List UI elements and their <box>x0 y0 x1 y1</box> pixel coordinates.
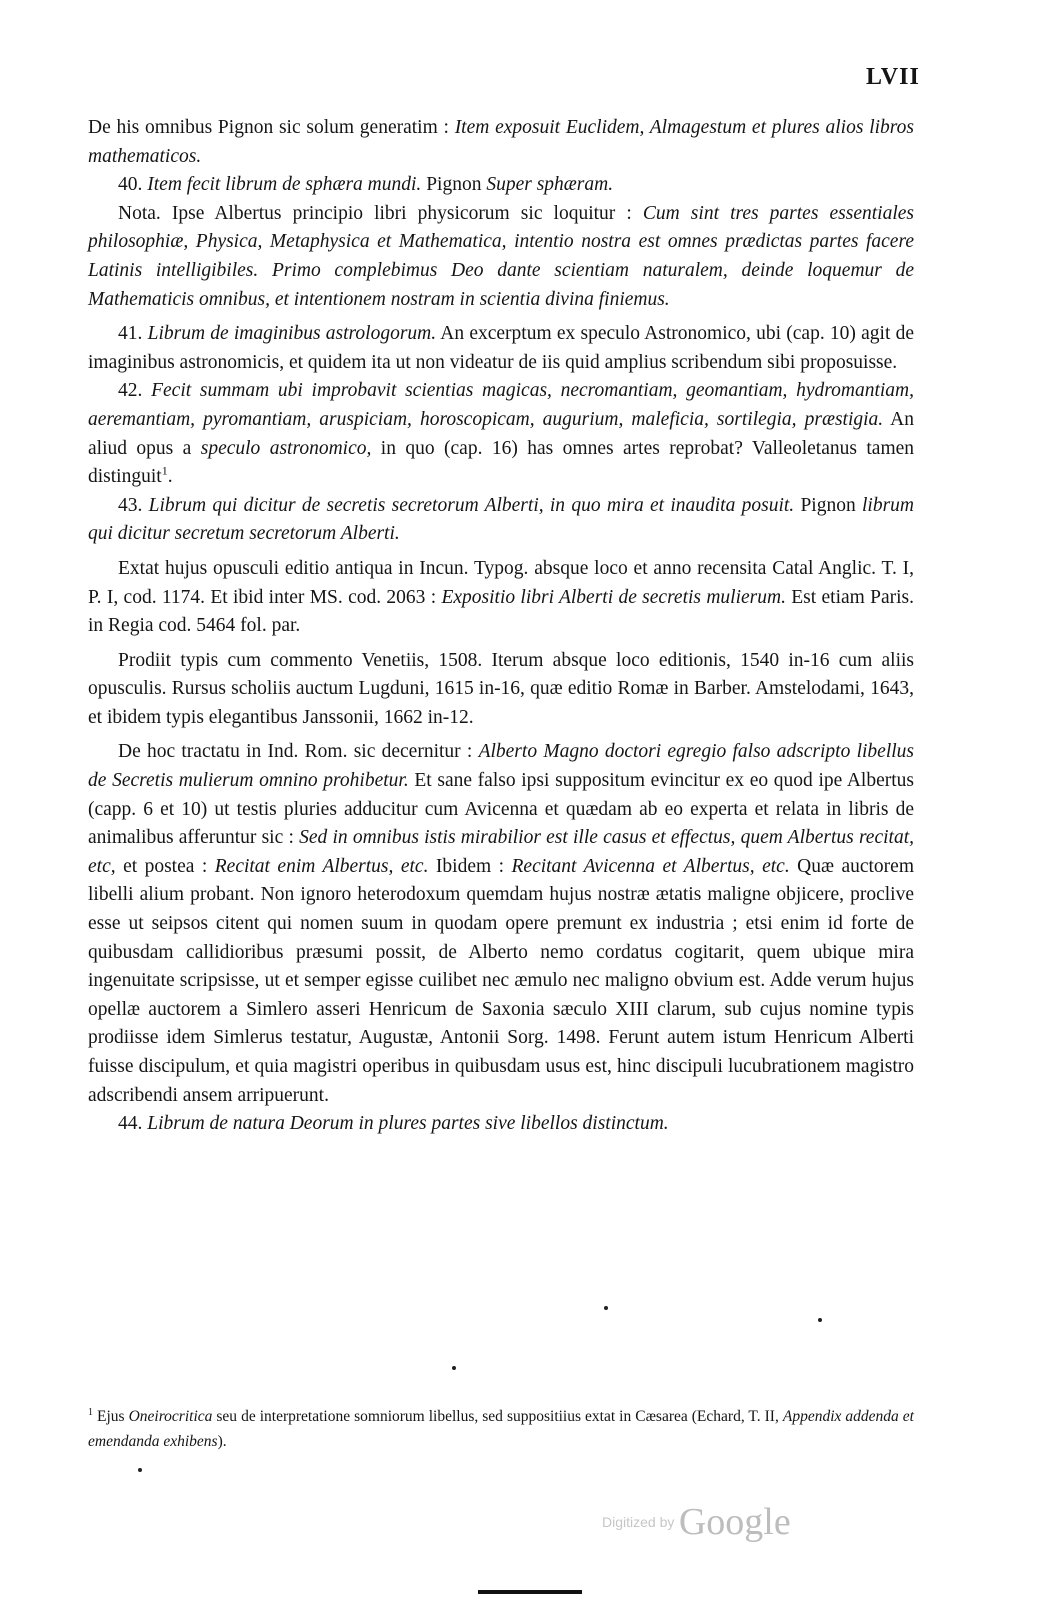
text-run: et postea : <box>115 855 215 877</box>
text-run: Ejus <box>97 1408 129 1425</box>
text-run: seu de interpretatione somniorum libellus, sed suppositiius extat in Cæsarea (Echard, T. II, <box>212 1408 783 1425</box>
italic-text: Librum de natura Deorum in plures partes sive libellos distinctum. <box>147 1113 669 1135</box>
speck-mark <box>452 1366 456 1370</box>
text-run: in quo (cap. 16) has omnes artes reprobat? Valleoletanus tamen distinguit <box>88 437 915 488</box>
italic-text: Alberto Magno doctori egregio falso adscripto libellus de Secretis mulierum omnino prohibetur. <box>88 741 914 792</box>
paragraph <box>88 377 914 491</box>
body-text <box>88 114 914 1139</box>
italic-text: Librum de imaginibus astrologorum. <box>147 323 437 345</box>
text-run: Pignon <box>421 174 487 196</box>
italic-text: librum qui dicitur secretum secretorum Alberti. <box>88 494 915 545</box>
text-run: An excerptum ex speculo Astronomico, ubi (cap. 10) agit de imaginibus astronomicis, et quidem ita ut non videatur de iis quid amplius scribendum sibi proposuisse. <box>88 323 915 373</box>
bottom-rule <box>478 1590 582 1594</box>
text-run: Extat hujus opusculi editio antiqua in Incun. Typog. absque loco et anno recensita Catal Anglic. T. I, P. I, cod. 1174. Et ibid inter MS. cod. 2063 : <box>88 557 914 608</box>
italic-text: Super sphæram. <box>486 174 614 196</box>
text-run: An aliud opus a <box>88 408 914 459</box>
italic-text: Recitat enim Albertus, etc. <box>214 855 429 877</box>
paragraph <box>88 492 914 549</box>
text-run: 42. <box>118 380 152 402</box>
italic-text: Recitant Avicenna et Albertus, etc. <box>511 855 790 877</box>
speck-mark <box>138 1468 142 1472</box>
text-run: De his omnibus Pignon sic solum generatim : <box>88 117 455 138</box>
text-run: 41. <box>118 323 148 345</box>
digitized-watermark <box>602 1500 791 1544</box>
text-run: De hoc tractatu in Ind. Rom. sic decernitur : <box>118 741 479 763</box>
text-run: 44. <box>118 1113 148 1135</box>
italic-text: Item fecit librum de sphæra mundi. <box>147 174 422 196</box>
speck-mark <box>604 1306 608 1310</box>
text-run: 40. <box>118 174 148 196</box>
paragraph <box>88 738 914 1110</box>
text-run: Prodiit typis cum commento Venetiis, 1508. Iterum absque loco editionis, 1540 in-16 cum aliis opusculis. Rursus scholiis auctum Lugduni, 1615 in-16, quæ editio Romæ in Barber. Amstelodami, 1643, et ibidem typis elegantibus Janssonii, 1662 in-12. <box>88 649 914 728</box>
italic-text: Oneirocritica <box>128 1408 213 1425</box>
paragraph <box>88 171 914 200</box>
footnote-ref: 1 <box>161 463 168 478</box>
paragraph <box>88 200 914 314</box>
paragraph <box>88 555 914 641</box>
footnote-mark: 1 <box>88 1406 93 1418</box>
italic-text: Fecit summam ubi improbavit scientias magicas, necromantiam, geomantiam, hydromantiam, aeremantiam, pyromantiam, aruspiciam, horoscopicam, augurium, maleficia, sortilegia, præstigia. <box>88 380 915 430</box>
italic-text: Expositio libri Alberti de secretis mulierum. <box>441 586 786 608</box>
paragraph <box>88 114 914 171</box>
paragraph <box>88 320 914 377</box>
text-run: 43. <box>118 494 149 516</box>
italic-text: Librum qui dicitur de secretis secretorum Alberti, in quo mira et inaudita posuit. <box>148 494 795 516</box>
watermark-brand: Google <box>678 1501 791 1543</box>
italic-text: speculo astronomico, <box>200 437 372 459</box>
italic-text: Sed in omnibus istis mirabilior est ille casus et effectus, quem Albertus recitat, etc, <box>88 827 914 877</box>
text-run: . <box>167 466 173 488</box>
text-run: Ibidem : <box>428 855 512 877</box>
text-run: ). <box>217 1433 227 1450</box>
text-run: Quæ auctorem libelli alium probant. Non ignoro heterodoxum quemdam hujus nostræ ætatis maligne objicere, proclive esse ut seipsos citent qui nomen suum in quodam opere premunt ex industria ; etsi enim id forte de quibusdam callidioribus præsumi possit, de Alberto nemo cordatus cogitarit, quem ubique mira ingenuitate scripsisse, ut et semper egisse cuilibet nec æmulo nec maligno obvium est. Adde verum hujus opellæ auctorem a Simlero asseri Henricum de Saxonia sæculo XIII clarum, sub cujus nomine typis prodiisse idem Simlerus testatur, Augustæ, Antonii Sorg. 1498. Ferunt autem istum Henricum Alberti fuisse discipulum, et quia magistri operibus in quibusdam usus est, hinc discipuli lucubrationem magistro adscribendi ansem arripuerunt. <box>88 855 914 1106</box>
text-run: Est etiam Paris. in Regia cod. 5464 fol. par. <box>88 586 914 637</box>
paragraph <box>88 1110 914 1139</box>
page-number: LVII <box>866 64 920 90</box>
paragraph <box>88 647 914 733</box>
watermark-prefix: Digitized by <box>602 1514 675 1530</box>
text-run: Nota. Ipse Albertus principio libri physicorum sic loquitur : <box>118 202 643 224</box>
speck-mark <box>818 1318 822 1322</box>
italic-text: Item exposuit Euclidem, Almagestum et plures alios libros mathematicos. <box>88 117 914 167</box>
footnote <box>88 1404 914 1454</box>
text-run: Et sane falso ipsi suppositum evincitur ex eo quod ipe Albertus (capp. 6 et 10) ut testis pluries adducitur cum Avicenna et quædam ab eo experta et relata in libris de animalibus afferuntur sic : <box>88 770 915 849</box>
italic-text: Cum sint tres partes essentiales philosophiæ, Physica, Metaphysica et Mathematica, intentio nostra est omnes prædictas partes facere Latinis intelligibiles. Primo complebimus Deo dante scientiam naturalem, deinde loquemur de Mathematicis omnibus, et intentionem nostram in scientia divina finiemus. <box>88 202 914 310</box>
italic-text: Appendix addenda et emendanda exhibens <box>88 1408 914 1450</box>
footnotes <box>88 1404 914 1454</box>
text-run: Pignon <box>794 494 862 516</box>
